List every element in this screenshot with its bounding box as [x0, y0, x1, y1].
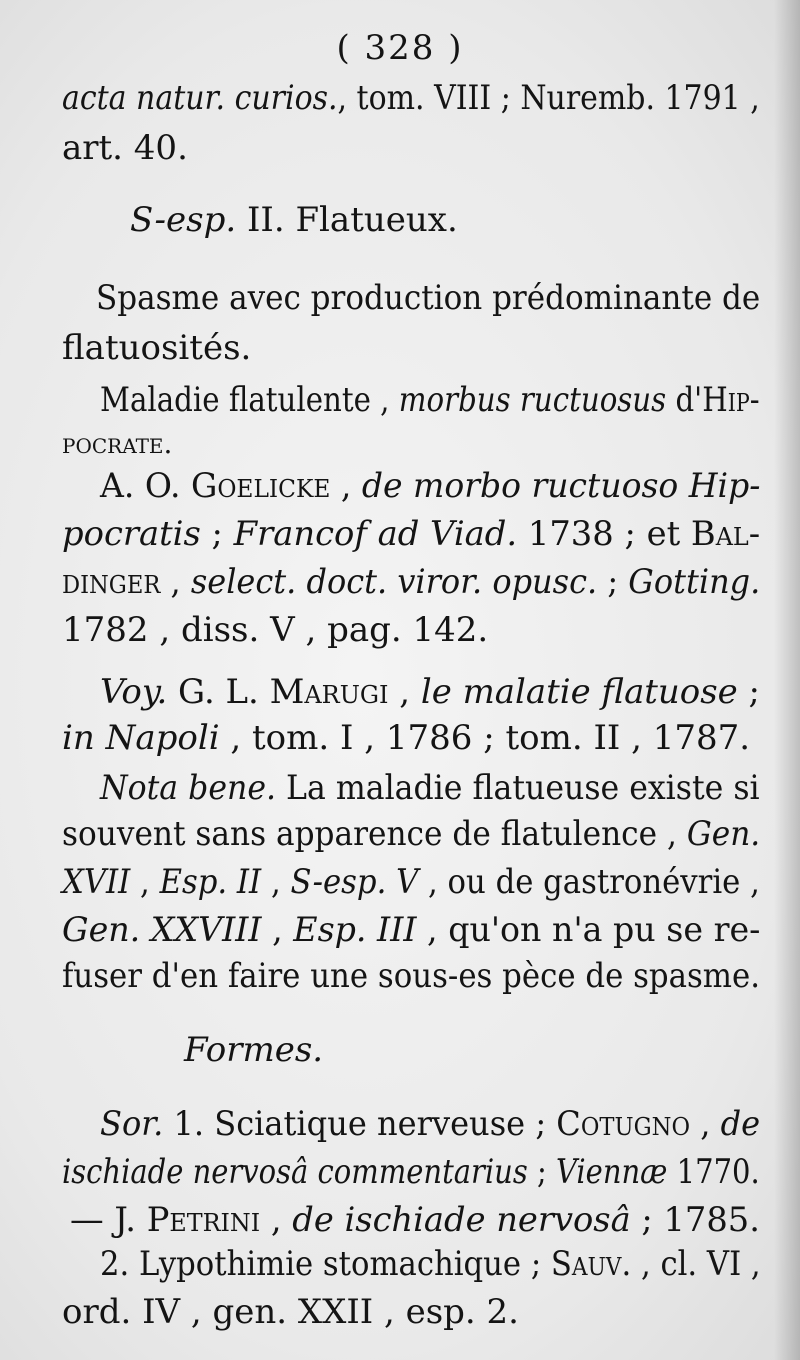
text-segment: morbus ructuosus	[398, 380, 667, 420]
text-line-19	[184, 1030, 323, 1070]
text-segment: de morbo ructuoso Hip-	[361, 466, 761, 506]
text-segment: Maladie flatulente ,	[100, 380, 399, 420]
text-segment: al-	[715, 514, 761, 554]
text-segment: select. doct. viror. opusc.	[190, 562, 598, 602]
text-line-6	[100, 380, 760, 420]
text-segment: , ou de gastronévrie ,	[418, 862, 760, 902]
text-segment: in Napoli	[62, 718, 220, 758]
text-line-12	[100, 672, 760, 712]
text-segment: Esp. II	[159, 862, 262, 902]
text-segment: S-esp.	[130, 200, 237, 240]
text-segment: le malatie flatuose	[420, 672, 738, 712]
text-segment: art. 40.	[62, 128, 188, 168]
text-line-2	[62, 128, 188, 168]
text-segment: etrini	[169, 1200, 261, 1240]
text-segment: Sor.	[100, 1104, 164, 1144]
text-segment: pocrate.	[62, 427, 173, 460]
text-segment: ,	[261, 910, 294, 950]
text-line-4	[96, 278, 761, 318]
text-segment: Gotting.	[628, 562, 761, 602]
text-segment: G. L. M	[167, 672, 305, 712]
text-segment: Gen. XXVIII	[62, 910, 262, 950]
text-segment: 1782 , diss. V , pag. 142.	[62, 610, 489, 650]
text-segment: acta natur. curios.	[62, 78, 338, 118]
text-line-11	[62, 610, 488, 650]
text-line-18	[62, 956, 760, 996]
text-line-23	[100, 1244, 761, 1284]
text-segment: 2. Lypothimie stomachique ; S	[100, 1244, 572, 1284]
text-line-17	[62, 910, 761, 950]
text-segment: flatuosités.	[62, 328, 252, 368]
text-segment: Francof ad Viad.	[233, 514, 518, 554]
text-segment: d'H	[666, 380, 728, 420]
text-segment: A. O. G	[100, 466, 218, 506]
text-segment: , cl. VI ,	[631, 1244, 761, 1284]
text-segment: pocratis	[62, 514, 201, 554]
text-segment: , tom. I , 1786 ; tom. II , 1787.	[219, 718, 751, 758]
text-segment: 1738 ; et B	[517, 514, 716, 554]
text-line-3	[130, 200, 458, 240]
text-segment: oelicke	[217, 466, 331, 506]
text-segment: ;	[737, 672, 760, 712]
text-segment: XVII	[62, 862, 131, 902]
text-segment: , qu'on n'a pu se re-	[416, 910, 761, 950]
text-segment: Voy.	[100, 672, 168, 712]
text-line-15	[62, 814, 761, 854]
text-segment: de ischiade nervosâ	[292, 1200, 631, 1240]
text-segment: Nota bene.	[100, 768, 277, 808]
text-segment: de	[720, 1104, 761, 1144]
text-line-1	[62, 78, 760, 118]
text-line-8	[100, 466, 761, 506]
text-line-14	[100, 768, 760, 808]
text-segment: ,	[130, 862, 160, 902]
text-segment: Viennæ	[555, 1152, 668, 1192]
text-segment: 1. Sciatique nerveuse ; C	[163, 1104, 581, 1144]
text-line-9	[62, 514, 761, 554]
text-segment: ;	[527, 1152, 556, 1192]
text-segment: ,	[330, 466, 362, 506]
text-segment: ,	[160, 562, 191, 602]
text-segment: ; 1785.	[630, 1200, 760, 1240]
text-segment: fuser d'en faire une sous-es pèce de spasme.	[62, 956, 761, 996]
text-segment: Formes.	[184, 1030, 324, 1070]
text-segment: ;	[200, 514, 234, 554]
text-segment: — J. P	[70, 1200, 170, 1240]
text-segment: ,	[261, 862, 291, 902]
text-segment: otugno	[580, 1104, 691, 1144]
text-segment: ;	[597, 562, 629, 602]
text-line-7	[62, 424, 172, 464]
page-edge-shadow	[774, 0, 800, 1360]
text-segment: ,	[690, 1104, 721, 1144]
text-line-13	[62, 718, 751, 758]
text-segment: ord. IV , gen. XXII , esp. 2.	[62, 1292, 519, 1332]
text-segment: ,	[388, 672, 421, 712]
text-segment: La maladie flatueuse existe si	[276, 768, 760, 808]
text-segment: Gen.	[686, 814, 761, 854]
text-segment: ip-	[727, 380, 760, 420]
text-segment: ischiade nervosâ commentarius	[62, 1152, 528, 1192]
text-line-16	[62, 862, 760, 902]
text-segment: arugi	[304, 672, 389, 712]
text-segment: souvent sans apparence de flatulence ,	[62, 814, 687, 854]
text-segment: auv.	[571, 1244, 632, 1284]
text-segment: Esp. III	[293, 910, 417, 950]
text-line-10	[62, 562, 761, 602]
text-segment: II. Flatueux.	[236, 200, 458, 240]
text-line-24	[62, 1292, 519, 1332]
text-segment: 1770.	[667, 1152, 760, 1192]
text-segment: Spasme avec production prédominante de	[96, 278, 761, 318]
text-line-21	[62, 1152, 760, 1192]
page-number-header: ( 328 )	[336, 28, 464, 68]
text-segment: , tom. VIII ; Nuremb. 1791 ,	[337, 78, 760, 118]
text-line-22	[70, 1200, 760, 1240]
text-line-20	[100, 1104, 761, 1144]
text-line-5	[62, 328, 251, 368]
text-segment: dinger	[62, 562, 161, 602]
text-segment: ,	[260, 1200, 293, 1240]
text-segment: S-esp. V	[290, 862, 419, 902]
